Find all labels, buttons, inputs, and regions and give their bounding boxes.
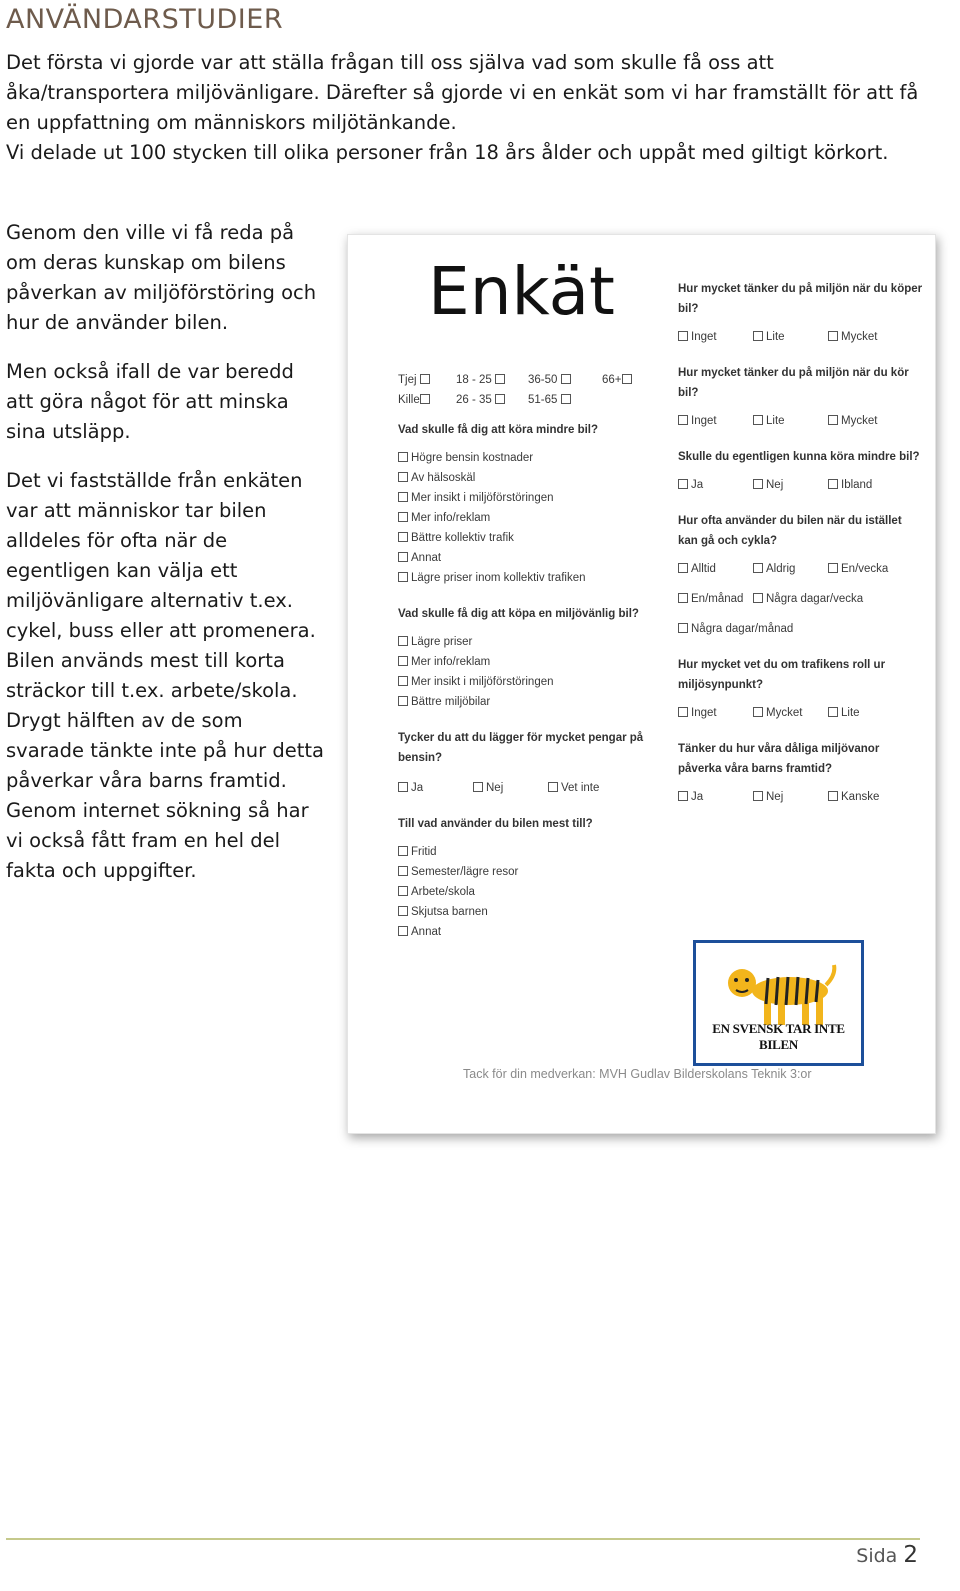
intro-text (6, 48, 941, 168)
checkbox-icon (495, 394, 505, 404)
question: Tänker du hur våra dåliga miljövanor påverka våra barns framtid? (678, 743, 880, 775)
checkbox-icon (398, 676, 408, 686)
checkbox-icon (398, 636, 408, 646)
checkbox-icon (622, 374, 632, 384)
checkbox-icon (398, 452, 408, 462)
option: Några dagar/vecka (753, 589, 863, 609)
option: Alltid (678, 559, 753, 579)
question: Hur mycket tänker du på miljön när du kör bil? (678, 367, 909, 399)
checkbox-icon (678, 593, 688, 603)
checkbox-icon (548, 782, 558, 792)
page-number-value: 2 (903, 1542, 918, 1568)
survey-thanks: Tack för din medverkan: MVH Gudlav Bilderskolans Teknik 3:or (463, 1067, 812, 1081)
option: Arbete/skola (398, 882, 668, 902)
demo-option: Tjej (398, 370, 456, 390)
question: Hur ofta använder du bilen när du istället kan gå och cykla? (678, 515, 902, 547)
checkbox-icon (753, 331, 763, 341)
checkbox-icon (398, 782, 408, 792)
option: Ibland (828, 475, 903, 495)
checkbox-icon (678, 479, 688, 489)
option: Bättre miljöbilar (398, 692, 668, 712)
option: Bättre kollektiv trafik (398, 528, 668, 548)
option: Kanske (828, 787, 903, 807)
footer-rule (6, 1538, 920, 1540)
checkbox-icon (561, 394, 571, 404)
demo-option: 51-65 (528, 390, 602, 410)
question: Hur mycket tänker du på miljön när du köper bil? (678, 283, 923, 315)
option: Semester/lägre resor (398, 862, 668, 882)
side-paragraph-5: Genom internet sökning så har vi också fått fram en hel del fakta och uppgifter. (6, 799, 309, 882)
checkbox-icon (678, 331, 688, 341)
checkbox-icon (398, 886, 408, 896)
side-paragraph-3: Det vi fastställde från enkäten var att människor tar bilen alldeles för ofta när de egentligen kan välja ett miljövänligare alternativ t.ex. cykel, buss eller att promenera. Bilen används mest till korta sträckor till t.ex. arbete/skola. (6, 469, 316, 702)
option: Lägre priser (398, 632, 668, 652)
option: Inget (678, 703, 753, 723)
side-paragraph-1: Genom den ville vi få reda på om deras kunskap om bilens påverkan av miljöförstöring och hur de använder bilen. (6, 221, 317, 334)
side-paragraph-2: Men också ifall de var beredd att göra något för att minska sina utsläpp. (6, 360, 294, 443)
tiger-icon (720, 961, 838, 1029)
checkbox-icon (473, 782, 483, 792)
survey-right-column (678, 279, 923, 807)
checkbox-icon (398, 532, 408, 542)
demo-option: 36-50 (528, 370, 602, 390)
option: En/månad (678, 589, 753, 609)
demographics (398, 370, 668, 410)
checkbox-icon (753, 563, 763, 573)
option: Högre bensin kostnader (398, 448, 668, 468)
checkbox-icon (678, 791, 688, 801)
checkbox-icon (398, 512, 408, 522)
checkbox-icon (398, 906, 408, 916)
checkbox-icon (753, 415, 763, 425)
checkbox-icon (753, 707, 763, 717)
demo-option: 66+ (602, 370, 642, 390)
checkbox-icon (753, 791, 763, 801)
survey-image (347, 234, 936, 1134)
option: En/vecka (828, 559, 903, 579)
option: Aldrig (753, 559, 828, 579)
page-number (856, 1542, 918, 1568)
demo-option: 26 - 35 (456, 390, 528, 410)
checkbox-icon (828, 331, 838, 341)
side-paragraph-4: Drygt hälften av de som svarade tänkte inte på hur detta påverkar våra barns framtid. (6, 709, 324, 792)
checkbox-icon (678, 415, 688, 425)
checkbox-icon (678, 563, 688, 573)
question: Hur mycket vet du om trafikens roll ur miljösynpunkt? (678, 659, 886, 691)
checkbox-icon (828, 563, 838, 573)
option: Vet inte (548, 778, 623, 798)
option: Lite (828, 703, 903, 723)
question: Vad skulle få dig att köra mindre bil? (398, 424, 599, 436)
question: Skulle du egentligen kunna köra mindre bil? (678, 451, 920, 463)
option: Inget (678, 327, 753, 347)
option: Skjutsa barnen (398, 902, 668, 922)
option: Inget (678, 411, 753, 431)
option: Ja (678, 787, 753, 807)
checkbox-icon (561, 374, 571, 384)
question: Tycker du att du lägger för mycket pengar på bensin? (398, 732, 644, 764)
survey-left-column (398, 370, 668, 942)
side-text (6, 218, 326, 886)
option: Annat (398, 922, 668, 942)
checkbox-icon (678, 623, 688, 633)
checkbox-icon (828, 415, 838, 425)
option: Mycket (828, 411, 903, 431)
checkbox-icon (828, 791, 838, 801)
option: Mycket (828, 327, 903, 347)
option: Nej (753, 475, 828, 495)
checkbox-icon (828, 707, 838, 717)
option: Lägre priser inom kollektiv trafiken (398, 568, 668, 588)
checkbox-icon (420, 374, 430, 384)
option: Nej (473, 778, 548, 798)
checkbox-icon (398, 866, 408, 876)
survey-title: Enkät (428, 253, 615, 330)
checkbox-icon (398, 656, 408, 666)
option: Annat (398, 548, 668, 568)
checkbox-icon (398, 926, 408, 936)
checkbox-icon (678, 707, 688, 717)
option: Mycket (753, 703, 828, 723)
checkbox-icon (398, 846, 408, 856)
checkbox-icon (398, 696, 408, 706)
checkbox-icon (398, 492, 408, 502)
checkbox-icon (495, 374, 505, 384)
option: Några dagar/månad (678, 619, 923, 639)
option: Mer insikt i miljöförstöringen (398, 672, 668, 692)
option: Lite (753, 411, 828, 431)
checkbox-icon (398, 572, 408, 582)
demo-option: 18 - 25 (456, 370, 528, 390)
option: Ja (678, 475, 753, 495)
checkbox-icon (753, 479, 763, 489)
option: Ja (398, 778, 473, 798)
tiger-logo (693, 940, 864, 1066)
demo-option: Kille (398, 390, 456, 410)
option: Fritid (398, 842, 668, 862)
checkbox-icon (753, 593, 763, 603)
option: Av hälsoskäl (398, 468, 668, 488)
option: Lite (753, 327, 828, 347)
option: Nej (753, 787, 828, 807)
checkbox-icon (398, 472, 408, 482)
page-heading: ANVÄNDARSTUDIER (6, 4, 284, 35)
option: Mer insikt i miljöförstöringen (398, 488, 668, 508)
checkbox-icon (828, 479, 838, 489)
checkbox-icon (420, 394, 430, 404)
logo-text: EN SVENSK TAR INTE BILEN (712, 1021, 845, 1052)
intro-paragraph-2: Vi delade ut 100 stycken till olika personer från 18 års ålder och uppåt med giltigt körkort. (6, 141, 889, 164)
option: Mer info/reklam (398, 652, 668, 672)
page-label: Sida (856, 1545, 898, 1567)
intro-paragraph: Det första vi gjorde var att ställa frågan till oss själva vad som skulle få oss att åka/transportera miljövänligare. Därefter så gjorde vi en enkät som vi har framställt för att få en uppfattning om människors miljötänkande. (6, 51, 919, 134)
checkbox-icon (398, 552, 408, 562)
question: Vad skulle få dig att köpa en miljövänlig bil? (398, 608, 639, 620)
option: Mer info/reklam (398, 508, 668, 528)
question: Till vad använder du bilen mest till? (398, 818, 593, 830)
